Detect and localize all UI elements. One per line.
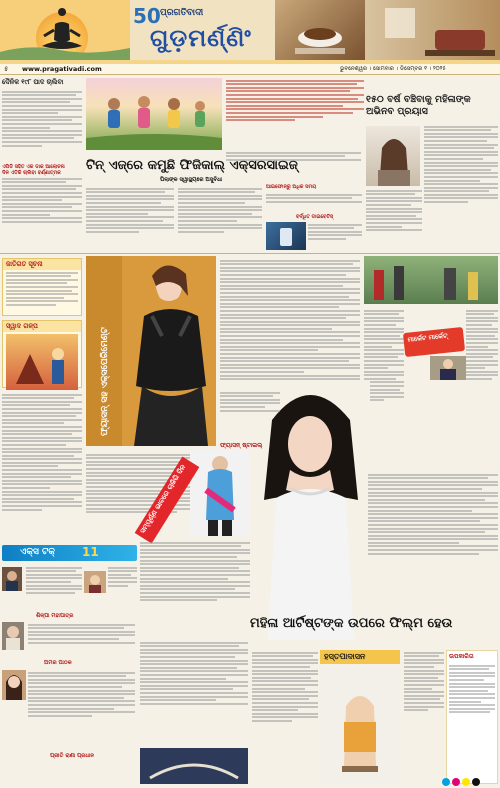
person3-name: ପ୍ରୀତି ରାଣୀ ପ୍ରଧାନ [50,753,95,759]
interior-photo [365,0,500,60]
coffee-photo [275,0,365,60]
health-tip-body2 [2,176,82,236]
feature-body-right [368,472,498,602]
person3-portrait [2,670,26,700]
yoga-section [320,650,498,784]
teens-story-body [86,186,174,250]
teens-story-sub1: ଆଇଫୋନ୍‌ରୁ ଅଧିକ ସମୟ [266,184,317,190]
yoga-benefits-title: ଉପକାରିତା [449,653,474,660]
feature-headline: ମହିଳା ଆର୍ଟିଷ୍ଟଙ୍କ ଉପରେ ଫିଲ୍ମ ହେଉ [250,616,453,631]
xtalk-item-1 [2,565,137,615]
xtalk-item-2 [28,622,135,658]
left-body-text [2,392,82,542]
teens-story-body-3 [266,192,362,208]
story-box-title: ସ୍ୱାଦ ଗଳ୍ପ [3,321,81,332]
registration-dot-yellow [462,778,470,786]
website-link[interactable]: www.pragativadi.com [22,65,102,73]
market-woman-photo [430,356,466,380]
health-tip-subhead2: ଦିନ ଏତିକି ଚାଲିବା ବର୍ଣ୍ଣାତ୍ମକ [2,170,61,176]
sporty-woman-photo [190,450,250,536]
page-title: ଗୁଡ଼ମର୍ଣ୍ଣିଂ [150,24,252,52]
story-illustration [6,334,78,390]
registration-dot-magenta [452,778,460,786]
woman-story-headline: ୧୫୦ ବର୍ଷ ବଞ୍ଚିବାକୁ ମହିଳାଙ୍କ ଅଭିନବ ପ୍ରୟାସ [366,94,471,117]
market-text-col2 [466,308,498,468]
xtalk-prefix: ଏକ୍ସ [20,547,39,557]
yoga-pose-photo [320,666,400,784]
phone-kid-photo [266,222,306,250]
health-tip-body [2,89,82,164]
anniversary-number: 50 [133,4,161,28]
person1-portrait [84,571,106,593]
feature-body-left [140,540,250,640]
kids-running-photo [86,78,222,150]
market-badge [403,327,465,357]
scroll-art-image [140,748,248,784]
teens-story-byline: ପିଲାଙ୍କ ସ୍ୱାସ୍ଥ୍ୟରେ ଅସୁବିଧା [160,177,223,183]
teens-story-sub2: ବର୍ଦ୍ଧିତ ଡାଇବେଟିସ୍ [296,214,334,220]
teens-story-body-2 [178,186,262,250]
xtalk-number: 11 [82,545,99,559]
woman-portrait-photo [366,126,420,186]
market-text-col1 [364,308,404,468]
xtalk-item-3 [28,670,135,750]
masthead [0,0,500,64]
intro-paragraph [226,78,364,142]
info-box-title: ଜାତିଗତ ସୂଚନା [3,259,81,270]
registration-dot-black [472,778,480,786]
person1-name: ଶିଳ୍ପା ମହାପାତ୍ର [36,613,74,619]
person2-name: ଅମର ପାଠକ [44,660,72,666]
yoga-title: ହସ୍ତପାଦାସନ [320,650,400,664]
diagonal-banner-text: ସମ୍ପୂର୍ଣ୍ଣ ଭାବରେ ଚାକିରି ଦିନ [138,463,188,535]
market-photo [364,256,498,304]
person2-portrait [2,622,24,650]
teens-story-body-4 [308,222,362,250]
xtalk-banner [2,545,137,561]
fashion-label: ଫ୍ୟାସନ୍ ଷ୍ଟାଇଲ୍ [220,442,263,449]
page-number: ୫ [4,65,9,73]
health-tip-subhead: ଏପିଡି ସହିତ ଏକ ଡାକ ଆଲୋଚନା [2,164,65,170]
bottom-body-mid [252,650,318,780]
yoga-meditation-illustration [0,0,130,64]
yoga-steps [404,650,444,780]
story-box [2,320,82,388]
yoga-benefits-box [446,650,498,784]
person1-avatar [2,567,22,591]
teens-story-headline: ଟିନ୍ ଏଜ୍‌ରେ କମୁଛି ଫିଜିକାଲ୍ ଏକ୍ସରସାଇଜ୍ [86,158,298,173]
fashion-vertical-title: ଫ୍ୟାସନ୍ ସହ ଏକ୍ସପେରିମେଣ୍ଟ [100,327,110,436]
registration-dot-cyan [442,778,450,786]
bottom-center-body [140,640,248,750]
fashion-small-text [220,390,280,434]
health-tip-heading: ଦୈନିକ ୧୯୮ ପାଦ ଚାଲିବା [2,78,64,86]
date-strip [0,64,500,75]
xtalk-title: ଟକ୍ [42,547,55,557]
market-badge-text: ମାର୍କେଟ ମାର୍କେଟ୍ [407,331,448,344]
section-rule [0,253,500,254]
date-line: ଭୁବନେଶ୍ୱର । ସୋମବାର । ଡିସେମ୍ବର ୧ । ୨୦୨୫ [340,66,446,72]
woman-story-body [424,124,498,244]
health-tip-column [2,78,82,238]
brand-name: ପ୍ରଗତିବାଦୀ [160,8,204,18]
info-box [2,258,82,316]
woman-story-body-2 [366,188,422,250]
